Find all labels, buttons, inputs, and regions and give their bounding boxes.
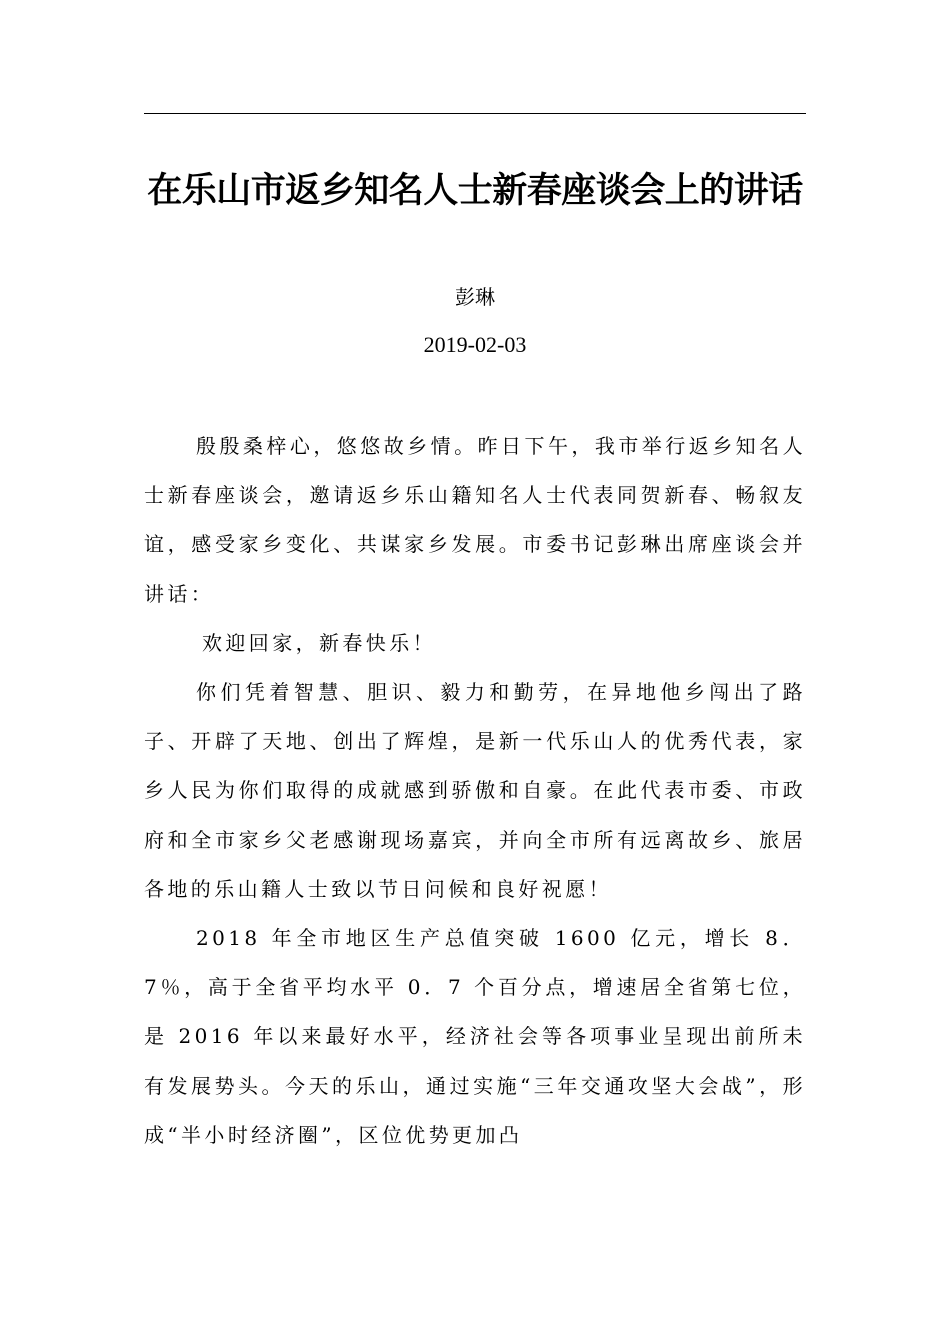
header-rule bbox=[144, 113, 806, 114]
paragraph-greeting: 欢迎回家，新春快乐！ bbox=[202, 630, 436, 655]
author-name: 彭琳 bbox=[455, 285, 495, 309]
document-title: 在乐山市返乡知名人士新春座谈会上的讲话 bbox=[147, 170, 803, 211]
document-body bbox=[144, 422, 806, 1160]
paragraph-thanks: 你们凭着智慧、胆识、毅力和勤劳，在异地他乡闯出了路子、开辟了天地、创出了辉煌，是新一代乐山人的优秀代表，家乡人民为你们取得的成就感到骄傲和自豪。在此代表市委、市政府和全市家乡父老感谢现场嘉宾，并向全市所有远离故乡、旅居各地的乐山籍人士致以节日问候和良好祝愿！ bbox=[144, 680, 806, 901]
publish-date: 2019-02-03 bbox=[423, 332, 527, 357]
paragraph-intro: 殷殷桑梓心，悠悠故乡情。昨日下午，我市举行返乡知名人士新春座谈会，邀请返乡乐山籍知名人士代表同贺新春、畅叙友谊，感受家乡变化、共谋家乡发展。市委书记彭琳出席座谈会并讲话： bbox=[144, 434, 806, 606]
paragraph-economy: 2018 年全市地区生产总值突破 1600 亿元，增长 8．7％，高于全省平均水平 0．7 个百分点，增速居全省第七位，是 2016 年以来最好水平，经济社会等各项事业呈现出前所未有发展势头。今天的乐山，通过实施“三年交通攻坚大会战”，形成“半小时经济圈”，区位优势更加凸 bbox=[144, 926, 806, 1147]
